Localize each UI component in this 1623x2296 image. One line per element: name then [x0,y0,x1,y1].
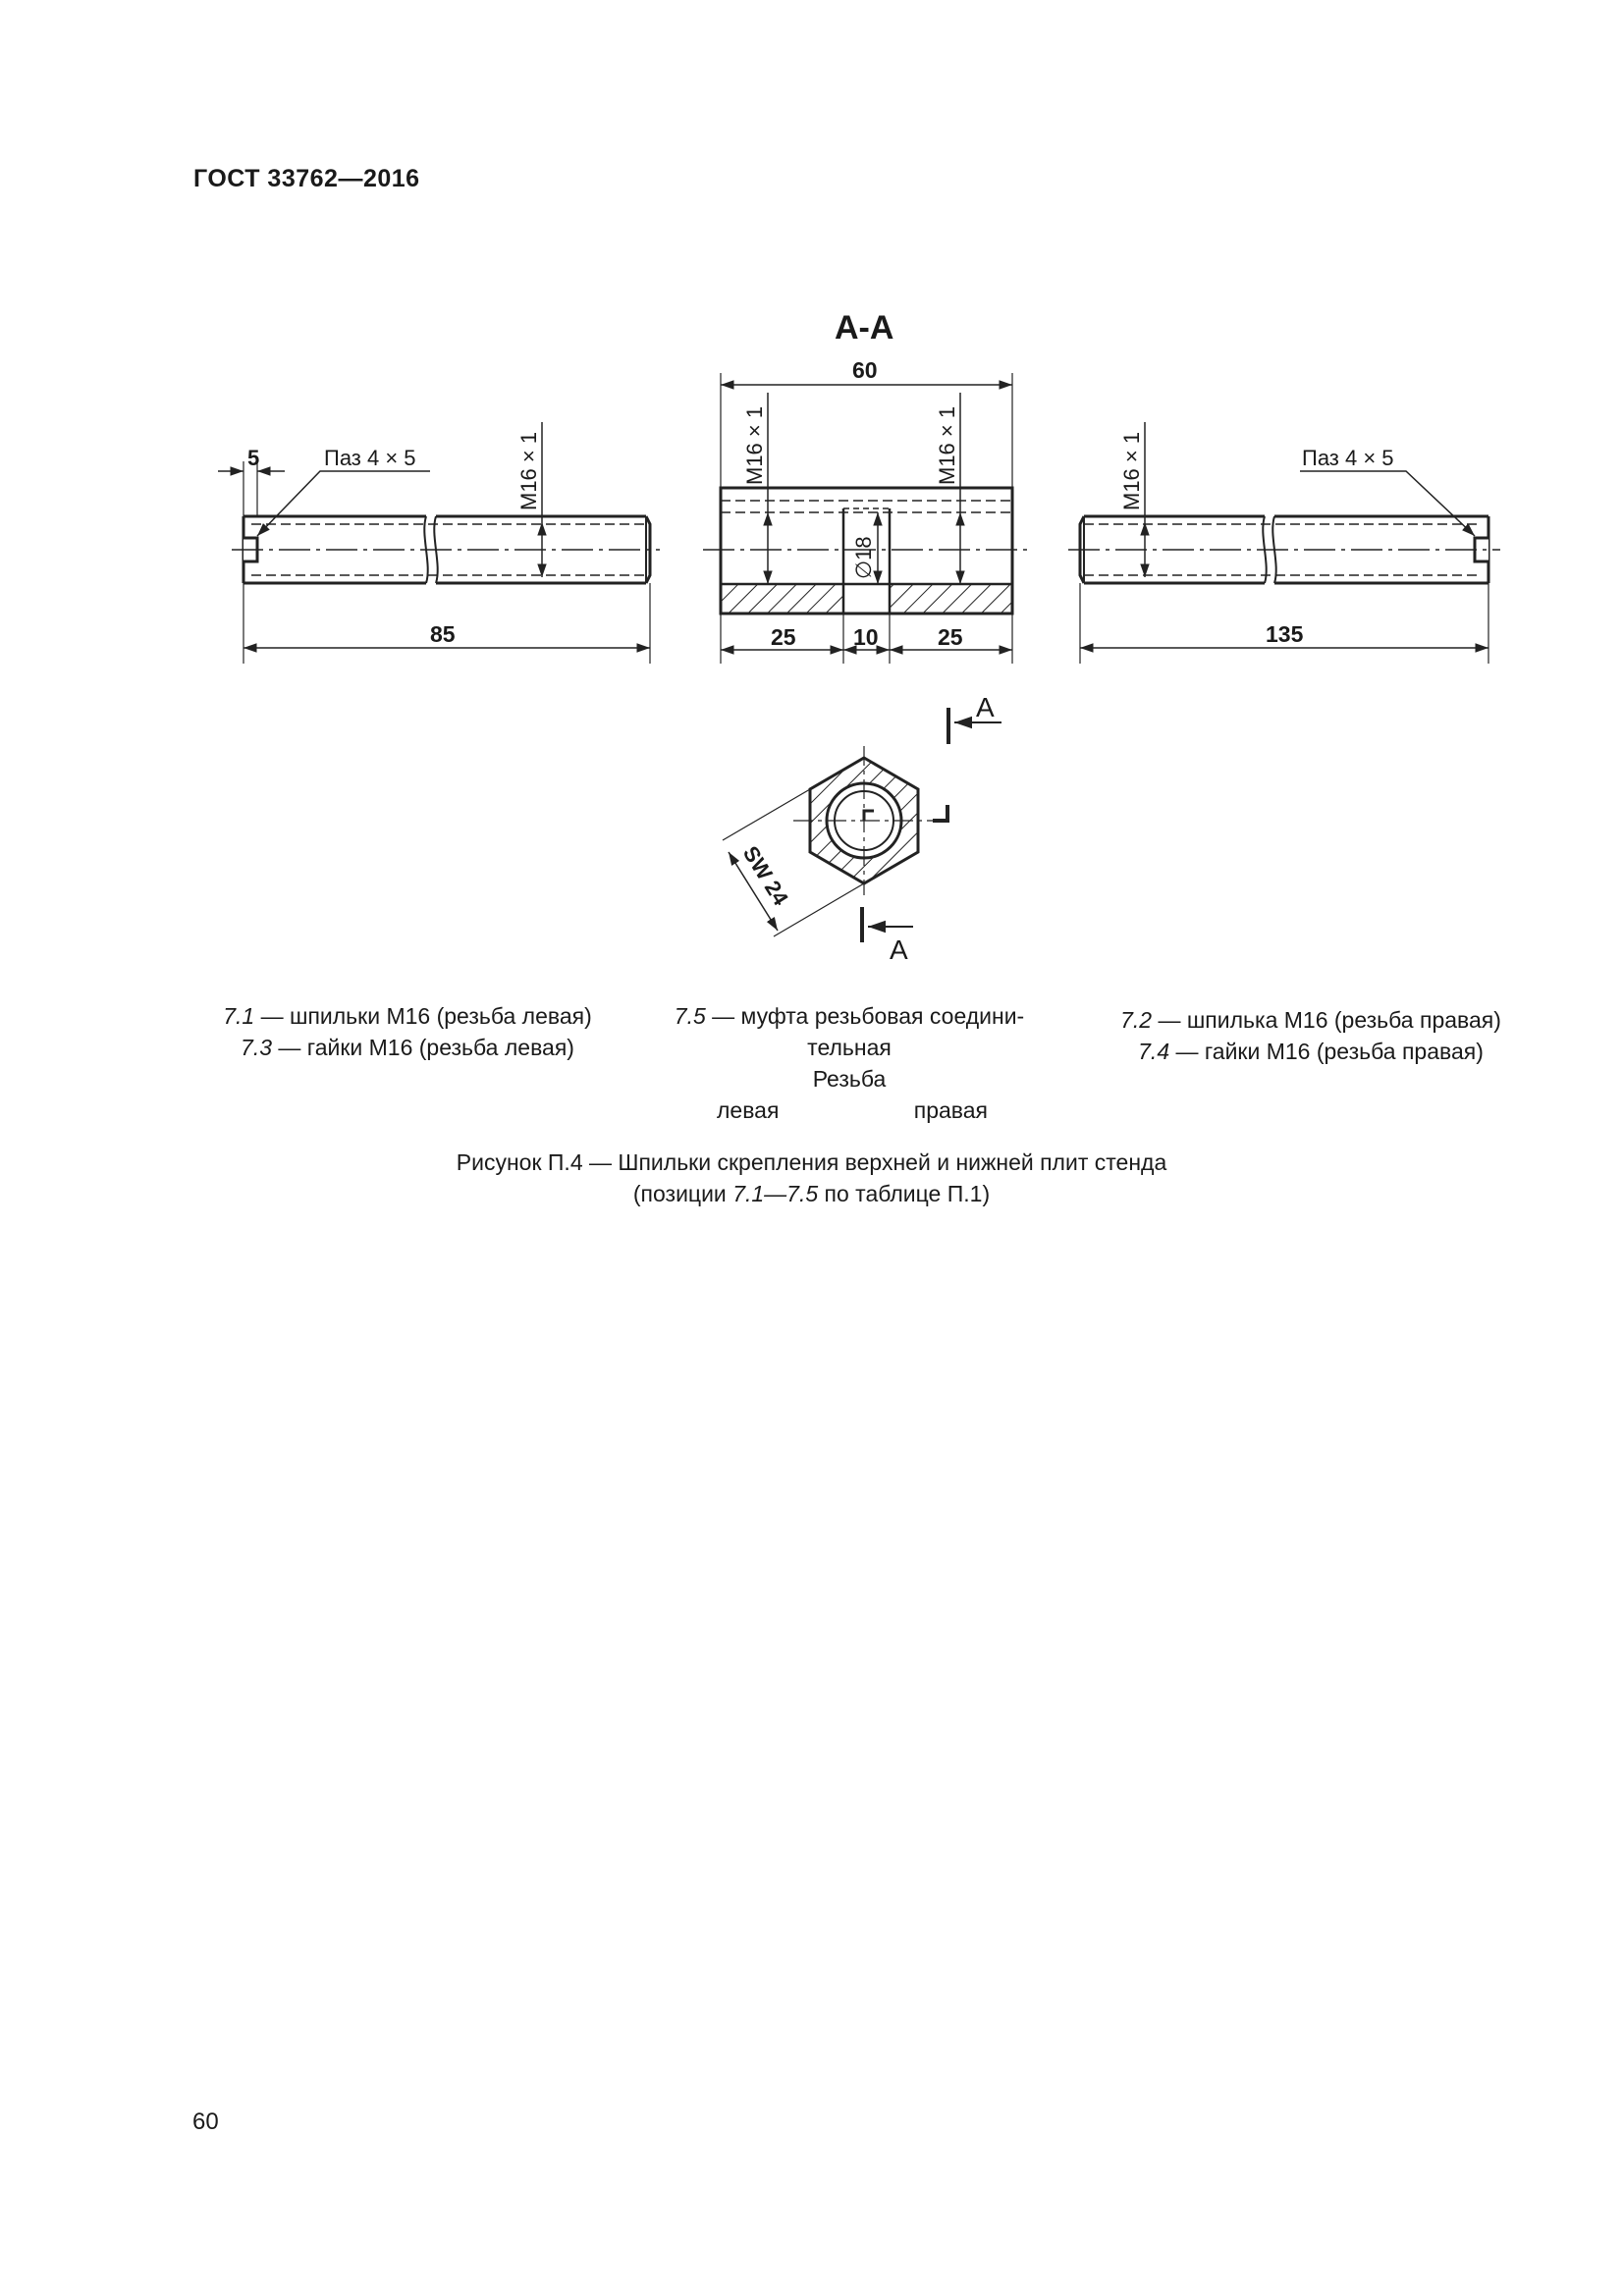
page-number: 60 [192,2109,219,2135]
legend-text: — шпилька М16 (резьба правая) [1152,1007,1501,1033]
caption-suffix: по таблице П.1) [818,1181,991,1206]
coupling-bore-diameter: ∅18 [851,536,876,579]
section-marker-bottom: А [890,934,908,965]
legend-left-line2 [187,1032,628,1063]
left-stud-slot-offset: 5 [247,446,260,470]
legend-middle-line2: тельная [807,1035,892,1060]
right-stud-length: 135 [1266,621,1304,647]
coupling-thread-right: М16 × 1 [935,405,959,485]
legend-right-line1 [1080,1004,1542,1036]
coupling-total-length: 60 [852,357,878,383]
legend-middle-columns [648,1095,1051,1126]
right-stud-slot-label: Паз 4 × 5 [1302,446,1394,470]
legend-text: — гайки М16 (резьба левая) [272,1035,574,1060]
legend-right [1080,1004,1542,1067]
coupling-seg-left: 25 [771,624,796,650]
legend-text: — шпильки М16 (резьба левая) [254,1003,592,1029]
right-stud-thread: М16 × 1 [1119,431,1144,510]
legend-middle-line3: Резьба [812,1066,887,1092]
caption-line1: Рисунок П.4 — Шпильки скрепления верхней и нижней плит стенда [456,1149,1167,1175]
coupling-thread-left: М16 × 1 [742,405,767,485]
section-marker-top: А [976,692,995,722]
caption-line2 [0,1178,1623,1209]
legend-text: — гайки М16 (резьба правая) [1169,1039,1484,1064]
position-ref: 7.2 [1120,1007,1153,1033]
legend-left [187,1000,628,1063]
legend-left-line1 [187,1000,628,1032]
coupling-seg-right: 25 [938,624,963,650]
left-stud-thread: М16 × 1 [516,431,541,510]
legend-text: — муфта резьбовая соедини- [705,1003,1025,1029]
coupling-seg-middle: 10 [853,624,879,650]
legend-right-line2 [1080,1036,1542,1067]
position-ref: 7.4 [1138,1039,1170,1064]
caption-prefix: (позиции [632,1181,733,1206]
left-stud-length: 85 [430,621,456,647]
thread-left-label: левая [717,1097,780,1123]
document-header: ГОСТ 33762—2016 [193,165,420,192]
position-ref: 7.1 [223,1003,255,1029]
hex-wrench-size: SW 24 [737,841,793,910]
section-title: А-А [835,309,894,347]
technical-drawing [0,0,1623,1139]
figure-caption [0,1147,1623,1209]
left-stud-slot-label: Паз 4 × 5 [324,446,416,470]
position-ref: 7.3 [241,1035,273,1060]
legend-middle [648,1000,1051,1126]
thread-right-label: правая [913,1097,988,1123]
hex-nut-view [723,708,1001,942]
position-ref: 7.5 [674,1003,706,1029]
caption-ref: 7.1—7.5 [732,1181,819,1206]
legend-middle-line1 [648,1000,1051,1032]
